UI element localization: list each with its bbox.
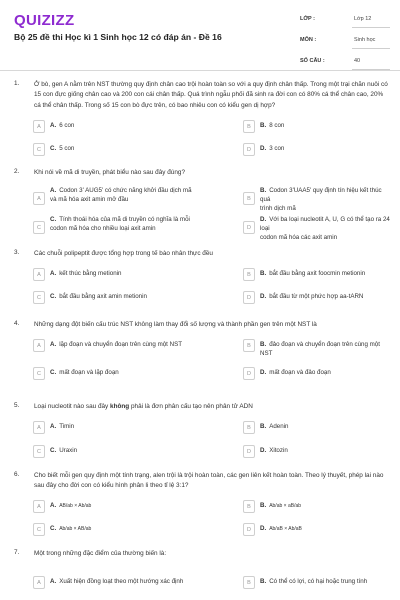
option-letter-badge: A — [33, 339, 45, 352]
option-letter-badge: A — [33, 120, 45, 133]
question-text: Loại nucleotit nào sau đây không phải là đơn phân cấu tạo nên phân tử ADN — [34, 403, 253, 410]
option-label: C. — [50, 145, 57, 152]
option-c[interactable] — [33, 443, 223, 463]
option-text: bắt đầu bằng axit amin metionin — [59, 293, 147, 300]
option-letter-badge: B — [243, 576, 255, 589]
option-letter-badge: A — [33, 421, 45, 434]
option-text-line2: trình dịch mã — [260, 205, 296, 212]
option-letter-badge: A — [33, 268, 45, 281]
option-label: A. — [50, 122, 57, 129]
option-label: B. — [260, 502, 267, 509]
question-number: 2. — [14, 168, 20, 175]
meta-underline — [352, 48, 390, 49]
option-text: kết thúc bằng metionin — [59, 270, 122, 277]
option-letter-badge: C — [33, 291, 45, 304]
option-label: B. — [260, 578, 267, 585]
option-label: C. — [50, 293, 57, 300]
meta-panel — [300, 10, 390, 73]
option-b[interactable] — [243, 574, 391, 594]
option-label: B. — [260, 187, 267, 194]
option-letter-badge: B — [243, 192, 255, 205]
option-c[interactable] — [33, 365, 223, 385]
option-label: A. — [50, 341, 57, 348]
option-text: 6 con — [59, 122, 75, 129]
option-label: A. — [50, 578, 57, 585]
question-text: Ở bò, gen A nằm trên NST thường quy định chân cao trội hoàn toàn so với a quy định chân thấp. Trong một trại chăn nuôi có 15 con đực giống chân cao và 200 con cái chân thấp. Quá trình ngẫu phối đã sinh ra đời con có 80% cá thể chân cao, 20% cá thể chân thấp. Trong số 15 con bò đực trên, có bao nhiêu con có kiểu gen dị hợp? — [34, 81, 388, 109]
option-a[interactable] — [33, 574, 223, 594]
option-letter-badge: B — [243, 339, 255, 352]
option-d[interactable] — [243, 365, 391, 385]
option-letter-badge: D — [243, 221, 255, 234]
document-title: Bộ 25 đề thi Học kì 1 Sinh học 12 có đáp án - Đề 16 — [14, 32, 222, 42]
option-d[interactable] — [243, 141, 391, 161]
option-formula: Ab/aB × Ab/aB — [269, 526, 302, 532]
option-a[interactable] — [33, 419, 223, 439]
option-d[interactable] — [243, 215, 391, 241]
option-text: Với ba loại nucleotit A, U, G có thể tạo ra 24 loại — [260, 216, 390, 232]
meta-label: MÔN : — [300, 37, 317, 43]
option-text: Tính thoái hóa của mã di truyền có nghĩa là mỗi — [59, 216, 190, 223]
option-letter-badge: C — [33, 367, 45, 380]
option-c[interactable] — [33, 521, 223, 541]
question-text: Những dạng đột biến cấu trúc NST không làm thay đổi số lượng và thành phần gen trên một NST là — [34, 321, 317, 328]
question-text: Cho biết mỗi gen quy định một tính trạng, alen trội là trội hoàn toàn, các gen liên kết hoàn toàn. Theo lý thuyết, phép lai nào sau đây cho đời con có kiểu hình phân li theo tỉ lệ 3:1? — [34, 472, 384, 490]
option-label: D. — [260, 447, 267, 454]
option-b[interactable] — [243, 186, 391, 212]
option-text-line2: codon mã hóa cho nhiều loại axit amin — [50, 225, 156, 232]
emphasis-word: không — [110, 403, 130, 410]
option-b[interactable] — [243, 118, 391, 138]
question-number: 6. — [14, 471, 20, 478]
option-b[interactable] — [243, 266, 391, 286]
question-number: 3. — [14, 249, 20, 256]
option-letter-badge: C — [33, 523, 45, 536]
question-text: Một trong những đặc điểm của thường biến là: — [34, 550, 167, 557]
option-letter-badge: D — [243, 367, 255, 380]
option-label: D. — [260, 216, 267, 223]
option-d[interactable] — [243, 289, 391, 309]
option-text: mất đoạn và đảo đoạn — [269, 369, 331, 376]
option-text: đảo đoạn và chuyển đoạn trên cùng một NST — [260, 341, 380, 357]
option-c[interactable] — [33, 289, 223, 309]
option-label: D. — [260, 525, 267, 532]
meta-label: LỚP : — [300, 16, 315, 22]
option-label: C. — [50, 369, 57, 376]
meta-row-subject — [300, 31, 390, 52]
option-c[interactable] — [33, 215, 223, 235]
option-letter-badge: B — [243, 421, 255, 434]
option-text: 3 con — [269, 145, 285, 152]
option-label: A. — [50, 502, 57, 509]
option-letter-badge: A — [33, 500, 45, 513]
option-text-line2: và mã hóa axit amin mở đầu — [50, 196, 129, 203]
question-text: Các chuỗi polipeptit được tổng hợp trong tế bào nhân thực đều — [34, 250, 213, 257]
option-text-line2: codon mã hóa các axit amin — [260, 234, 338, 241]
option-a[interactable] — [33, 337, 223, 357]
option-letter-badge: C — [33, 143, 45, 156]
option-letter-badge: D — [243, 445, 255, 458]
question-number: 1. — [14, 80, 20, 87]
option-c[interactable] — [33, 141, 223, 161]
option-label: A. — [50, 187, 57, 194]
option-label: B. — [260, 122, 267, 129]
option-text: Codon 3' AUG5' có chức năng khởi đầu dịch mã — [59, 187, 192, 194]
option-letter-badge: A — [33, 192, 45, 205]
meta-value: 40 — [354, 58, 361, 64]
option-label: C. — [50, 525, 57, 532]
option-a[interactable] — [33, 118, 223, 138]
option-label: B. — [260, 341, 267, 348]
option-text: Xitozin — [269, 447, 288, 454]
option-label: C. — [50, 447, 57, 454]
option-label: C. — [50, 216, 57, 223]
option-label: D. — [260, 369, 267, 376]
brand-logo: QUIZIZZ — [14, 12, 75, 29]
option-text: Có thể có lợi, có hại hoặc trung tính — [269, 578, 368, 585]
option-label: B. — [260, 270, 267, 277]
option-label: B. — [260, 423, 267, 430]
option-letter-badge: D — [243, 143, 255, 156]
meta-label: SỐ CÂU : — [300, 58, 325, 64]
option-a[interactable] — [33, 186, 223, 206]
question-number: 7. — [14, 549, 20, 556]
option-b[interactable] — [243, 419, 391, 439]
option-label: A. — [50, 270, 57, 277]
meta-underline — [352, 27, 390, 28]
option-text: Adenin — [269, 423, 289, 430]
option-formula: AB/ab × Ab/ab — [59, 503, 92, 509]
option-letter-badge: B — [243, 268, 255, 281]
meta-value: Lớp 12 — [354, 16, 372, 22]
question-number: 4. — [14, 320, 20, 327]
question-text: Khi nói về mã di truyền, phát biểu nào sau đây đúng? — [34, 169, 185, 176]
option-text: bắt đầu bằng axit foocmin metionin — [269, 270, 366, 277]
option-letter-badge: A — [33, 576, 45, 589]
option-text: bắt đầu từ một phức hợp aa-tARN — [269, 293, 364, 300]
option-letter-badge: B — [243, 120, 255, 133]
option-text: 5 con — [59, 145, 75, 152]
meta-row-class — [300, 10, 390, 31]
option-label: D. — [260, 145, 267, 152]
option-a[interactable] — [33, 498, 223, 518]
option-b[interactable] — [243, 498, 391, 518]
option-letter-badge: B — [243, 500, 255, 513]
option-label: A. — [50, 423, 57, 430]
option-text: lặp đoạn và chuyển đoạn trên cùng một NST — [59, 341, 182, 348]
option-a[interactable] — [33, 266, 223, 286]
header-divider — [0, 70, 400, 71]
option-d[interactable] — [243, 521, 391, 541]
option-text: Timin — [59, 423, 75, 430]
option-text: mất đoạn và lặp đoạn — [59, 369, 119, 376]
option-letter-badge: D — [243, 523, 255, 536]
header — [0, 0, 400, 70]
option-d[interactable] — [243, 443, 391, 463]
option-formula: Ab/ab × AB/ab — [59, 526, 92, 532]
option-text: 8 con — [269, 122, 285, 129]
option-label: D. — [260, 293, 267, 300]
option-text: Uraxin — [59, 447, 78, 454]
option-formula: Ab/ab × aB/ab — [269, 503, 302, 509]
option-letter-badge: C — [33, 221, 45, 234]
option-text: Codon 3'UAA5' quy định tín hiệu kết thúc quá — [260, 187, 382, 203]
option-b[interactable] — [243, 337, 391, 357]
meta-value: Sinh học — [354, 37, 376, 43]
option-text: Xuất hiện đồng loạt theo một hướng xác định — [59, 578, 184, 585]
option-letter-badge: C — [33, 445, 45, 458]
option-letter-badge: D — [243, 291, 255, 304]
question-number: 5. — [14, 402, 20, 409]
